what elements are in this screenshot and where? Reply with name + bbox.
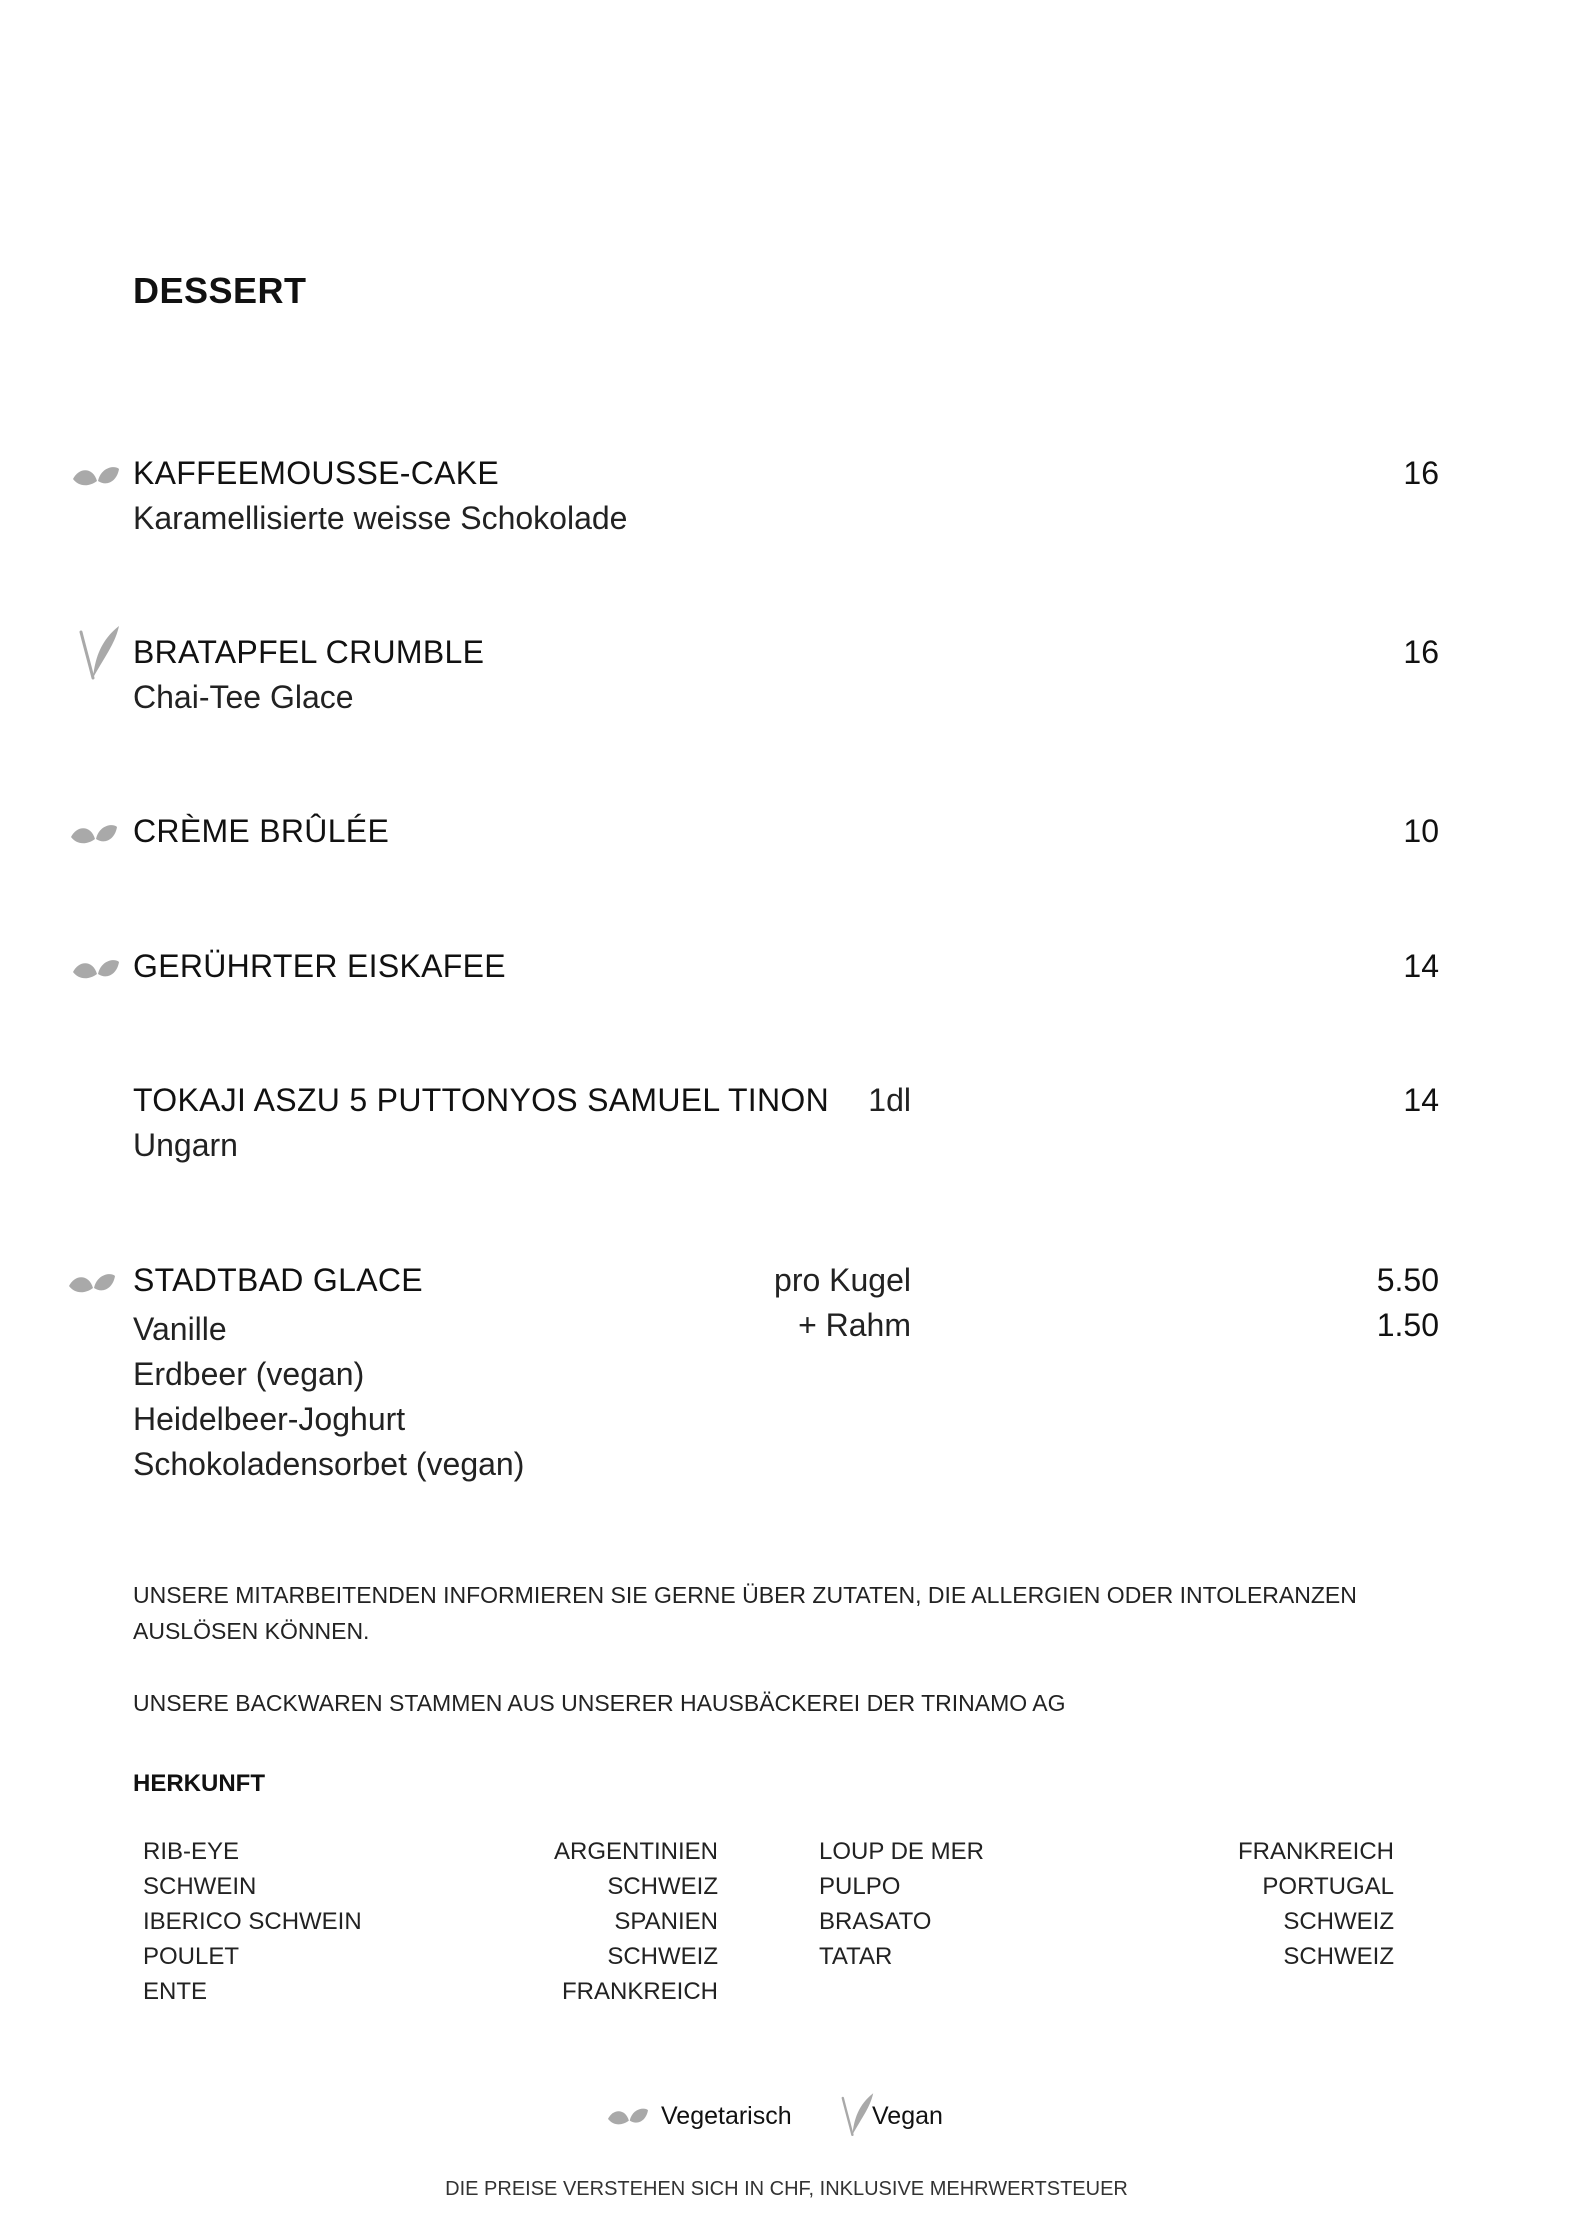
origin-row bbox=[819, 1943, 1394, 1978]
item-name: KAFFEEMOUSSE-CAKE bbox=[133, 455, 500, 491]
origin-country: FRANKREICH bbox=[1237, 1838, 1394, 1865]
item-name: BRATAPFEL CRUMBLE bbox=[133, 634, 485, 670]
origin-table-left bbox=[143, 1838, 718, 2013]
flavor-item: Schokoladensorbet (vegan) bbox=[133, 1446, 525, 1482]
item-name: GERÜHRTER EISKAFEE bbox=[133, 948, 506, 984]
origin-country: SCHWEIZ bbox=[1283, 1908, 1394, 1935]
origin-country: ARGENTINIEN bbox=[553, 1838, 718, 1865]
origin-row bbox=[143, 1838, 718, 1873]
v-sprout-icon bbox=[75, 622, 125, 682]
origin-country: PORTUGAL bbox=[1262, 1873, 1394, 1900]
origin-item: LOUP DE MER bbox=[819, 1838, 984, 1865]
origin-country: SCHWEIZ bbox=[1283, 1943, 1394, 1970]
item-price: 16 bbox=[1403, 455, 1439, 491]
origin-row bbox=[143, 1978, 718, 2013]
page-title: DESSERT bbox=[133, 270, 307, 311]
origin-row bbox=[819, 1873, 1394, 1908]
item-price: 10 bbox=[1403, 813, 1439, 849]
legend-vegan-label: Vegan bbox=[872, 2102, 943, 2130]
item-description: Chai-Tee Glace bbox=[133, 679, 354, 715]
origin-country: FRANKREICH bbox=[561, 1978, 718, 2005]
leaves-icon bbox=[605, 2098, 651, 2138]
origin-title: HERKUNFT bbox=[133, 1770, 265, 1797]
origin-item: PULPO bbox=[819, 1873, 901, 1900]
item-name: TOKAJI ASZU 5 PUTTONYOS SAMUEL TINON bbox=[133, 1082, 829, 1118]
origin-item: SCHWEIN bbox=[143, 1873, 257, 1900]
item-price: 14 bbox=[1403, 948, 1439, 984]
item-price: 5.50 bbox=[1376, 1262, 1439, 1298]
item-unit: 1dl bbox=[868, 1082, 911, 1118]
flavor-item: Heidelbeer-Joghurt bbox=[133, 1401, 406, 1437]
leaves-icon bbox=[71, 948, 121, 994]
origin-item: BRASATO bbox=[819, 1908, 932, 1935]
leaves-icon bbox=[69, 813, 119, 859]
origin-row bbox=[143, 1873, 718, 1908]
legend-vegetarian-label: Vegetarisch bbox=[661, 2102, 792, 2130]
origin-row bbox=[819, 1838, 1394, 1873]
origin-row bbox=[819, 1908, 1394, 1943]
item-name: STADTBAD GLACE bbox=[133, 1262, 423, 1298]
origin-item: ENTE bbox=[143, 1978, 208, 2005]
price-footer: DIE PREISE VERSTEHEN SICH IN CHF, INKLUSIVE MEHRWERTSTEUER bbox=[445, 2178, 1128, 2200]
origin-row bbox=[143, 1908, 718, 1943]
leaves-icon bbox=[67, 1262, 117, 1308]
allergen-notice: UNSERE MITARBEITENDEN INFORMIEREN SIE GERNE ÜBER ZUTATEN, DIE ALLERGIEN ODER INTOLERANZEN AUSLÖSEN KÖNNEN. bbox=[133, 1582, 1357, 1644]
item-name: CRÈME BRÛLÉE bbox=[133, 813, 390, 849]
origin-row bbox=[143, 1943, 718, 1978]
origin-country: SCHWEIZ bbox=[607, 1943, 718, 1970]
extra-unit: + Rahm bbox=[798, 1307, 911, 1343]
origin-country: SCHWEIZ bbox=[607, 1873, 718, 1900]
leaves-icon bbox=[71, 455, 121, 501]
bakery-notice: UNSERE BACKWAREN STAMMEN AUS UNSERER HAUSBÄCKEREI DER TRINAMO AG bbox=[133, 1690, 1066, 1716]
flavor-item: Vanille bbox=[133, 1311, 227, 1347]
origin-item: IBERICO SCHWEIN bbox=[143, 1908, 362, 1935]
extra-price: 1.50 bbox=[1376, 1307, 1439, 1343]
origin-item: POULET bbox=[143, 1943, 240, 1970]
origin-country: SPANIEN bbox=[614, 1908, 718, 1935]
origin-table-right bbox=[819, 1838, 1394, 1978]
item-unit: pro Kugel bbox=[774, 1262, 911, 1298]
diet-legend bbox=[0, 2090, 1573, 2150]
item-description: Ungarn bbox=[133, 1127, 238, 1163]
origin-item: TATAR bbox=[819, 1943, 893, 1970]
item-price: 16 bbox=[1403, 634, 1439, 670]
flavor-item: Erdbeer (vegan) bbox=[133, 1356, 365, 1392]
item-description: Karamellisierte weisse Schokolade bbox=[133, 500, 628, 536]
flavor-list bbox=[133, 1307, 524, 1487]
item-price: 14 bbox=[1403, 1082, 1439, 1118]
origin-item: RIB-EYE bbox=[143, 1838, 240, 1865]
